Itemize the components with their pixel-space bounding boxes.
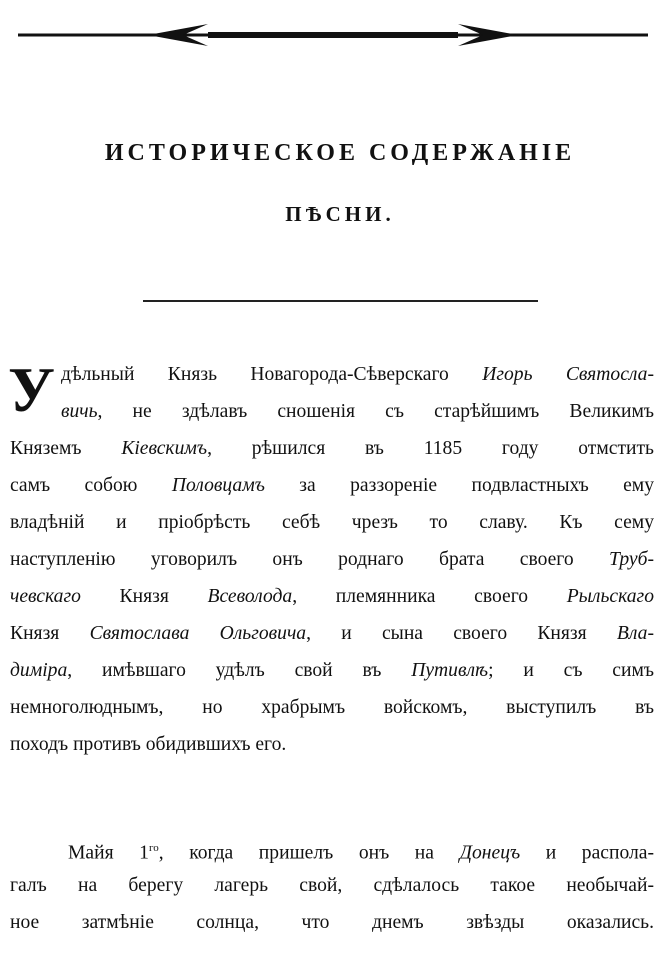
text-line: Княземъ Кіевскимъ, рѣшился въ 1185 году отмстить [10,438,654,459]
text-line: ное затмѣніе солнца, что днемъ звѣзды оказались. [10,912,654,933]
text-line: дѣльный Князь Новагорода-Сѣверскаго Игорь Святосла- [60,364,654,385]
text-line: Майя $1^{го}$, когда пришелъ онъ на Донецъ и распола- [68,842,655,864]
page-subtitle: ПѢСНИ. [285,202,395,226]
divider-rule [143,300,538,302]
paragraph-1 [10,356,654,763]
text-line: походъ противъ обидившихъ его. [10,734,287,755]
drop-cap: У [8,354,55,425]
text-line: немноголюднымъ, но храбрымъ войскомъ, выступилъ въ [10,697,654,718]
text-line: диміра, имѣвшаго удѣлъ свой въ Путивлѣ; и съ симъ [10,660,655,681]
text-line: вичь, не здѣлавъ сношенія съ старѣйшимъ Великимъ [60,401,654,422]
text-line: наступленію уговорилъ онъ роднаго брата своего Труб- [10,549,654,570]
header-ornament [18,18,648,52]
text-line: самъ собою Половцамъ за раззореніе подвластныхъ ему [10,475,655,496]
page-title: ИСТОРИЧЕСКОЕ СОДЕРЖАНІЕ [104,140,576,166]
text-line: галъ на берегу лагерь свой, сдѣлалось такое необычай- [10,875,654,896]
paragraph-2 [10,830,654,941]
text-line: чевскаго Князя Всеволода, племянника своего Рыльскаго [10,586,654,607]
text-line: Князя Святослава Ольговича, и сына своего Князя Вла- [10,623,654,644]
text-line: владѣній и пріобрѣсть себѣ чрезъ то славу. Къ сему [10,512,654,533]
